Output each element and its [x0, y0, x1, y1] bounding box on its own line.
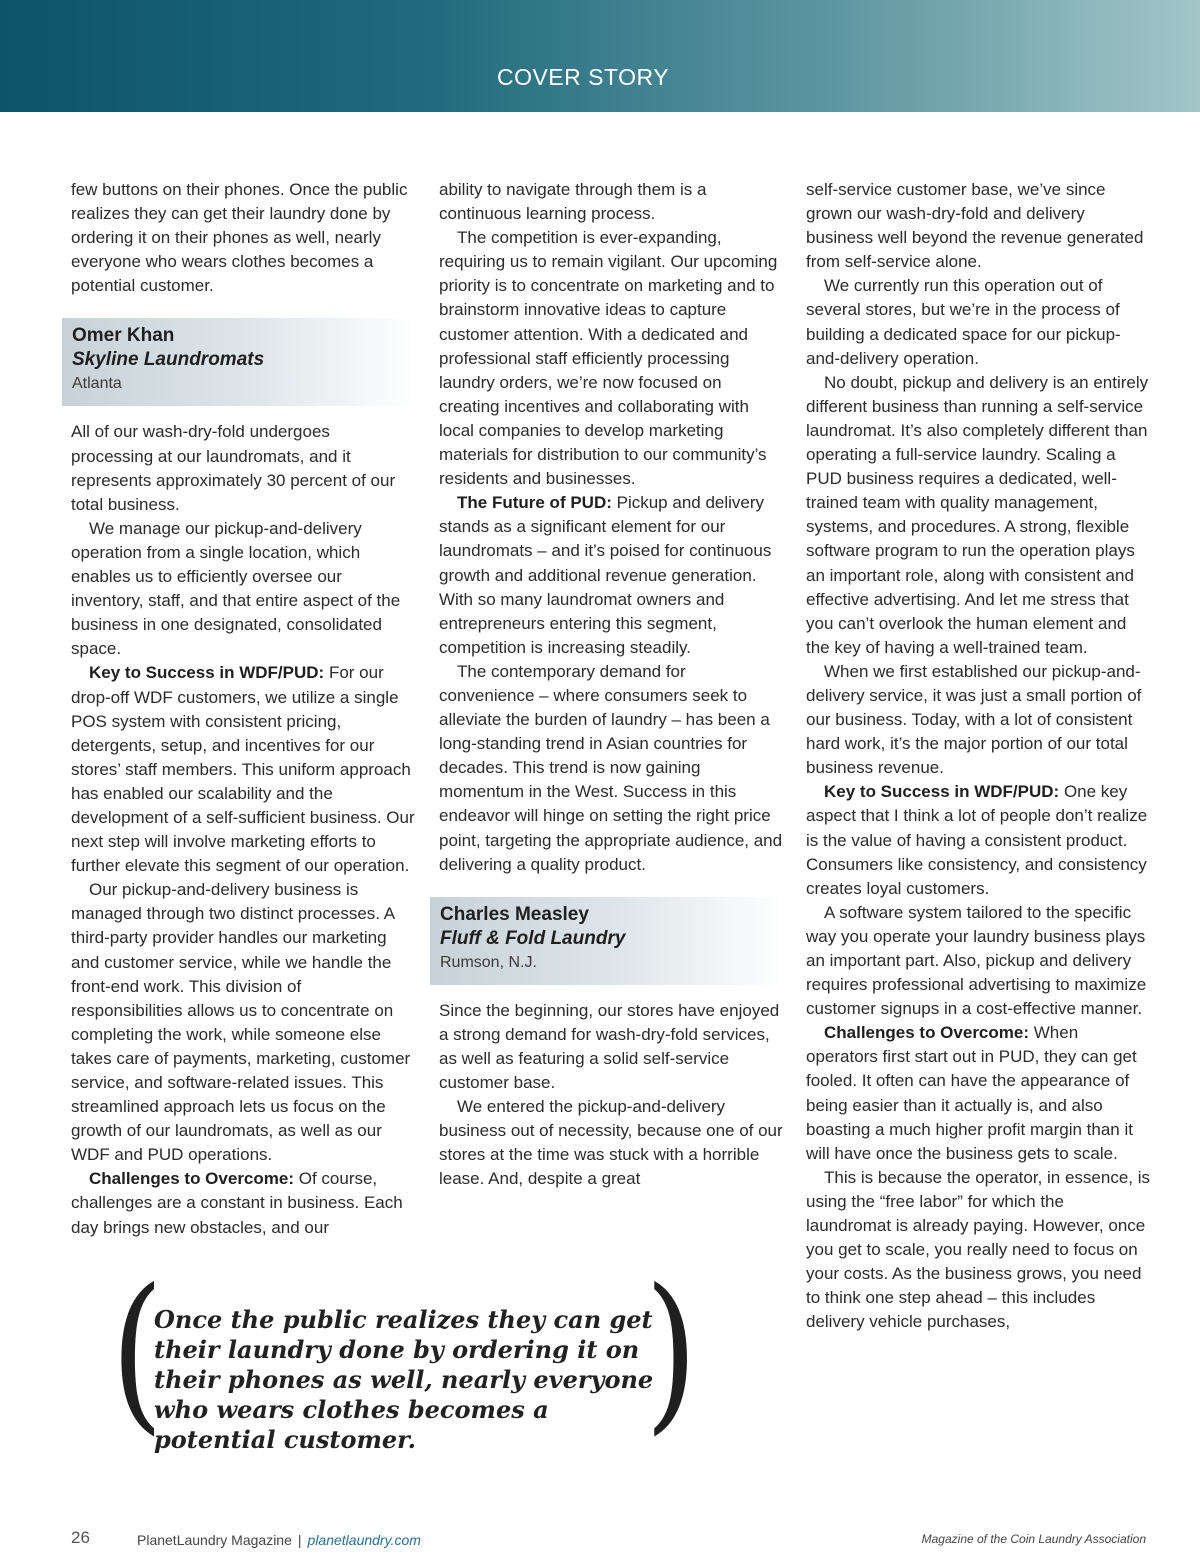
- paragraph: Since the beginning, our stores have enjoyed a strong demand for wash-dry-fold services, as well as featuring a solid self-service customer base.: [439, 1000, 780, 1092]
- paragraph: [71, 661, 416, 878]
- profile-city: Rumson, N.J.: [440, 953, 537, 971]
- paragraph: few buttons on their phones. Once the public realizes they can get their laundry done by ordering it on their phones as well, nearly everyone who wears clothes becomes a potential customer.: [71, 180, 408, 296]
- open-parenthesis-mark: (: [110, 1253, 164, 1451]
- paragraph: self-service customer base, we’ve since grown our wash-dry-fold and delivery business well beyond the revenue generated from self-service alone.: [806, 180, 1144, 272]
- subhead: Key to Success in WDF/PUD:: [824, 782, 1060, 802]
- paragraph: ability to navigate through them is a continuous learning process.: [439, 180, 707, 224]
- article-column-2: [439, 178, 784, 1191]
- paragraph: [71, 1167, 416, 1239]
- subhead: Key to Success in WDF/PUD:: [89, 663, 325, 683]
- paragraph-text: When operators first start out in PUD, they can get fooled. It often can have the appearance of being easier than it actually is, and also boasting a much higher profit margin than it will have once the business gets to scale.: [806, 1023, 1137, 1163]
- footer-publication: [137, 1532, 421, 1548]
- footer-separator: |: [297, 1532, 302, 1548]
- subhead: Challenges to Overcome:: [824, 1023, 1030, 1043]
- article-column-3: [806, 178, 1151, 1335]
- paragraph: All of our wash-dry-fold undergoes processing at our laundromats, and it represents approximately 30 percent of our total business.: [71, 422, 396, 514]
- profile-company: Skyline Laundromats: [72, 349, 265, 371]
- paragraph: No doubt, pickup and delivery is an entirely different business than running a self-service laundromat. It’s also completely different than operating a full-service laundry. Scaling a PUD business requires a dedicated, well-trained team with quality management, systems, and procedures. A strong, flexible software program to run the operation plays an important role, along with consistent and effective advertising. And let me stress that you can’t overlook the human element and the key of having a well-trained team.: [806, 372, 1149, 657]
- paragraph-text: Of course, challenges are a constant in business. Each day brings new obstacles, and our: [71, 1169, 403, 1237]
- paragraph: [806, 780, 1151, 900]
- paragraph: [439, 491, 784, 660]
- paragraph: A software system tailored to the specific way you operate your laundry business plays an important part. Also, pickup and delivery requires professional advertising to maximize customer signups in a cost-effective manner.: [806, 902, 1147, 1019]
- section-title: COVER STORY: [496, 64, 670, 90]
- profile-name: Charles Measley: [440, 903, 589, 925]
- footer-tagline: Magazine of the Coin Laundry Association: [921, 1532, 1146, 1546]
- paragraph: Our pickup-and-delivery business is managed through two distinct processes. A third-party provider handles our marketing and customer service, while we handle the front-end work. This division of responsibilities allows us to concentrate on completing the work, while someone else takes care of payments, marketing, customer service, and software-related issues. This streamlined approach lets us focus on the growth of our laundromats, as well as our WDF and PUD operations.: [71, 880, 411, 1165]
- profile-city: Atlanta: [72, 375, 122, 393]
- subhead: Challenges to Overcome:: [89, 1169, 295, 1189]
- magazine-url-link[interactable]: planetlaundry.com: [307, 1532, 421, 1548]
- paragraph: This is because the operator, in essence, is using the “free labor” for which the laundromat is already paying. However, once you get to scale, you really need to focus on your costs. As the business grows, you need to think one step ahead – this includes delivery vehicle purchases,: [806, 1167, 1151, 1332]
- close-parenthesis-mark: ): [644, 1253, 698, 1451]
- paragraph-text: For our drop-off WDF customers, we utilize a single POS system with consistent pricing, detergents, setup, and incentives for our stores’ staff members. This uniform approach has enabled our scalability and the development of a self-sufficient business. Our next step will involve marketing efforts to further elevate this segment of our operation.: [71, 663, 415, 876]
- paragraph: When we first established our pickup-and-delivery service, it was just a small portion of our business. Today, with a lot of consistent hard work, it’s the major portion of our total business revenue.: [806, 661, 1142, 778]
- profile-company: Fluff & Fold Laundry: [440, 927, 626, 949]
- pull-quote: [104, 1253, 704, 1454]
- profile-box-omer-khan: [62, 318, 416, 406]
- page-number: 26: [71, 1528, 90, 1547]
- paragraph-text: Pickup and delivery stands as a significant element for our laundromats – and it’s poised for continuous growth and additional revenue generation. With so many laundromat owners and entrepreneurs entering this segment, competition is increasing steadily.: [439, 493, 772, 657]
- paragraph: We currently run this operation out of several stores, but we’re in the process of building a dedicated space for our pickup-and-delivery operation.: [806, 276, 1121, 368]
- paragraph-text: One key aspect that I think a lot of people don’t realize is the value of having a consistent product. Consumers like consistency, and consistency creates loyal customers.: [806, 782, 1148, 898]
- paragraph: We entered the pickup-and-delivery business out of necessity, because one of our stores at the time was stuck with a horrible lease. And, despite a great: [439, 1097, 783, 1189]
- paragraph: The contemporary demand for convenience – where consumers seek to alleviate the burden of laundry – has been a long-standing trend in Asian countries for decades. This trend is now gaining momentum in the West. Success in this endeavor will hinge on setting the right price point, targeting the appropriate audience, and delivering a quality product.: [439, 661, 783, 874]
- profile-box-charles-measley: [430, 897, 784, 985]
- paragraph: [806, 1021, 1151, 1166]
- magazine-name: PlanetLaundry Magazine: [137, 1532, 292, 1548]
- header-band: [0, 0, 1200, 112]
- profile-name: Omer Khan: [72, 325, 175, 347]
- article-column-1: [71, 178, 416, 1240]
- paragraph: The competition is ever-expanding, requiring us to remain vigilant. Our upcoming priority is to concentrate on marketing and to brainstorm innovative ideas to capture customer attention. With a dedicated and professional staff efficiently processing laundry orders, we’re now focused on creating incentives and collaborating with local companies to develop marketing materials for distribution to our community’s residents and businesses.: [439, 228, 778, 489]
- paragraph: We manage our pickup-and-delivery operation from a single location, which enables us to efficiently oversee our inventory, staff, and that entire aspect of the business in one designated, consolidated space.: [71, 518, 401, 659]
- pull-quote-text: Once the public realizes they can get their laundry done by ordering it on their phones as well, nearly everyone who wears clothes becomes a potential customer.: [154, 1305, 654, 1454]
- subhead: The Future of PUD:: [457, 493, 612, 513]
